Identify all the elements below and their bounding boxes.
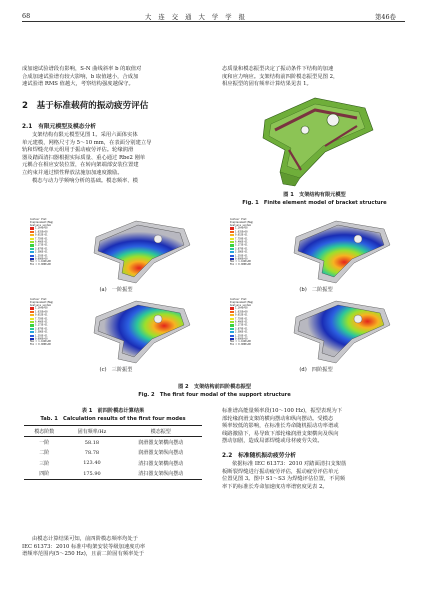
fe-model-figure (245, 90, 385, 190)
table-cell: 清扫器支架纵向摆动 (138, 471, 184, 478)
table-cell: 58.18 (84, 439, 100, 446)
right-bottom-text (222, 408, 407, 446)
legend-entry: 3.879E-01 (30, 248, 54, 251)
mode-panel (230, 217, 402, 297)
text-line: 成加速试验谱段有影响，S-N 曲线斜率 b 的取值对 (22, 66, 142, 72)
legend-swatch (230, 321, 234, 323)
legend-swatch (230, 238, 234, 240)
legend-heading: Analysis system (30, 223, 51, 227)
legend-entry: 9.052E-01 (30, 314, 54, 317)
legend-heading: Contour Plot (230, 218, 247, 221)
legend-swatch (30, 314, 34, 316)
mounting-hole (301, 126, 309, 134)
legend-entry: 5.173E-01 (230, 244, 254, 247)
legend-swatch (30, 321, 34, 323)
legend-swatch (230, 311, 234, 313)
mode-panel-label: (b) 二阶振型 (299, 287, 333, 293)
legend-swatch (30, 227, 34, 229)
text-line: 支架结构有限元模型见图 1。采用六面体实体 (32, 132, 138, 138)
legend-entry: 1.164E+00 (30, 227, 54, 230)
table-cell: 润滑器支架纵向摆动 (138, 450, 184, 457)
legend-entry: 7.759E-01 (30, 318, 54, 321)
legend-entry: 9.052E-01 (230, 234, 254, 237)
mode-panel (30, 217, 202, 297)
table-cell: 123.40 (83, 460, 101, 467)
text-line: 模态与动力学频响分析的基础。模态频率、模 (32, 177, 138, 184)
text-line: 速试验谱 RMS 值越大，考察结构强度越保守。 (22, 81, 134, 88)
legend-swatch (230, 255, 234, 257)
legend-entry: 2.586E-01 (30, 251, 54, 254)
mode-contour-plot (266, 217, 396, 287)
legend-heading: Contour Plot (230, 298, 247, 301)
left-intro-text (22, 66, 204, 89)
legend-entry: 6.466E-01 (30, 321, 54, 324)
volume-label: 第46卷 (375, 13, 396, 21)
text-line: 立约束并通过惯性释放法施加加速度激励。 (22, 169, 123, 176)
table-cell: 三阶 (39, 460, 50, 467)
legend-footer: Min = 0.000E+00 (30, 263, 51, 267)
text-line: IEC 61373：2010 标准中构架安装等级加速度功率 (22, 543, 146, 550)
section-2-2-heading: 2.2 标准随机振动疲劳分析 (222, 453, 297, 459)
legend-swatch (30, 324, 34, 326)
legend-footer: Max = 1.164E+00 (30, 260, 51, 264)
contour-legend (30, 219, 54, 267)
fig2-caption-en: Fig. 2 The first four modal of the support structure (138, 392, 291, 398)
modal-results-table (24, 425, 202, 480)
legend-entry: 0.000E+00 (30, 258, 54, 261)
mode-contour-plot (66, 297, 196, 367)
legend-entry: 0.000E+00 (230, 338, 254, 341)
text-line: 元耦合在相应安装位置，在转向架端部安装位置建 (22, 162, 139, 169)
legend-entry: 1.035E+00 (230, 231, 254, 234)
legend-swatch (230, 307, 234, 309)
legend-footer: Min = 0.000E+00 (30, 343, 51, 347)
text-line: 合成加速试验谱有较大影响，b 取值越小，合成加 (22, 73, 139, 80)
mounting-hole (354, 235, 362, 243)
header-rule (22, 21, 405, 22)
legend-swatch (230, 331, 234, 333)
legend-swatch (230, 234, 234, 236)
legend-swatch (30, 331, 34, 333)
legend-entry: 1.293E-01 (230, 335, 254, 338)
section-2-1-body (22, 132, 204, 185)
table-cell: 润滑器支架横向摆动 (138, 440, 184, 447)
text-line: 摆动加剧，造成局部焊缝或母材疲劳失效。 (222, 438, 323, 445)
legend-entry: 9.052E-01 (230, 314, 254, 317)
legend-entry: 0.000E+00 (30, 338, 54, 341)
mode-panel (230, 297, 402, 377)
legend-swatch (30, 244, 34, 246)
legend-swatch (30, 231, 34, 233)
page-number: 68 (22, 12, 31, 20)
table-cell: 清扫器支架横向摆动 (138, 460, 184, 467)
mode-panel-label: (d) 四阶振型 (299, 367, 333, 373)
legend-swatch (230, 328, 234, 330)
legend-swatch (30, 248, 34, 250)
legend-heading: Analysis system (230, 303, 251, 307)
legend-swatch (230, 231, 234, 233)
legend-entry: 7.759E-01 (30, 238, 54, 241)
legend-swatch (30, 241, 34, 243)
table-row (24, 469, 202, 480)
legend-entry: 2.586E-01 (30, 331, 54, 334)
table-header-row (24, 426, 202, 437)
legend-swatch (30, 238, 34, 240)
fig2-caption-cn: 图 2 支架结构前四阶模态振型 (178, 384, 251, 390)
table-header-cell: 模态阶数 (34, 428, 55, 435)
section-2-2-body (222, 461, 407, 491)
legend-entry: 1.293E-01 (30, 255, 54, 258)
fig1-caption-en: Fig. 1 Finite element model of bracket structure (242, 200, 387, 206)
mode-panel-label: (a) 一阶振型 (99, 287, 133, 293)
legend-entry: 1.164E+00 (230, 307, 254, 310)
table-header-cell: 模态振型 (150, 428, 171, 435)
legend-swatch (230, 251, 234, 253)
legend-heading: Analysis system (230, 223, 251, 227)
table-row (24, 437, 202, 448)
text-line: 相应振型的固有频率计算结果见表 1。 (222, 81, 312, 88)
table-row (24, 448, 202, 458)
legend-entry: 7.759E-01 (230, 318, 254, 321)
section-2-1-heading: 2.1 有限元模型及模态分析 (22, 124, 97, 130)
legend-swatch (30, 318, 34, 320)
legend-footer: Max = 1.164E+00 (230, 260, 251, 264)
text-line: 轨和焊缝壳单元组用于振动疲劳评估。轮缘润滑 (22, 147, 134, 154)
legend-swatch (230, 227, 234, 229)
legend-heading: Displacement(Mag) (30, 220, 54, 224)
text-line: 依据标准 IEC 61373：2010 对踏面清扫支架筋 (232, 461, 347, 467)
legend-footer: Max = 1.164E+00 (30, 340, 51, 344)
legend-entry: 1.035E+00 (30, 311, 54, 314)
legend-entry: 0.000E+00 (230, 258, 254, 261)
text-line: 位置见图 3。图中 S1～S3 为焊缝评估位置，不同频 (222, 476, 346, 483)
table-header-cell: 固有频率/Hz (77, 428, 107, 435)
text-line: 谱频率范围内(5～250 Hz)，且前二阶固有频率处于 (22, 551, 145, 558)
legend-heading: Contour Plot (30, 298, 47, 301)
mounting-hole (354, 315, 362, 323)
legend-heading: Contour Plot (30, 218, 47, 221)
right-intro-text (222, 66, 407, 89)
legend-swatch (230, 318, 234, 320)
text-line: 度和应力响应。支架结构前四阶模态振型见图 2， (222, 73, 339, 80)
legend-swatch (230, 244, 234, 246)
text-line: 率下的标准长寿命加速度功率谱密度见表 2。 (222, 483, 328, 490)
legend-swatch (230, 335, 234, 337)
section-2-heading: 2 基于标准载荷的振动疲劳评估 (22, 101, 149, 111)
legend-entry: 3.879E-01 (230, 328, 254, 331)
legend-swatch (230, 324, 234, 326)
legend-swatch (30, 307, 34, 309)
contour-legend (230, 219, 254, 267)
table-cell: 二阶 (39, 450, 50, 457)
legend-swatch (30, 311, 34, 313)
mounting-hole (327, 114, 339, 126)
legend-swatch (230, 241, 234, 243)
mounting-hole (154, 235, 162, 243)
text-line: 线路激励下，易导致下部轮缘润滑支架横向及纵向 (222, 430, 339, 437)
legend-entry: 3.879E-01 (230, 248, 254, 251)
journal-name: 大 连 交 通 大 学 学 报 (145, 13, 246, 21)
legend-heading: Displacement(Mag) (30, 300, 54, 304)
legend-entry: 7.759E-01 (230, 238, 254, 241)
legend-heading: Analysis system (30, 303, 51, 307)
table-cell: 四阶 (39, 471, 50, 478)
text-line: 频率较低的影响，在标准长寿命随机振动功率谱或 (222, 423, 339, 430)
legend-swatch (230, 314, 234, 316)
legend-entry: 1.035E+00 (30, 231, 54, 234)
legend-footer: Min = 0.000E+00 (230, 263, 251, 267)
legend-entry: 2.586E-01 (230, 331, 254, 334)
legend-entry: 1.035E+00 (230, 311, 254, 314)
legend-swatch (30, 328, 34, 330)
mode-contour-plot (66, 217, 196, 287)
legend-swatch (30, 335, 34, 337)
contour-legend (30, 299, 54, 347)
table-row (24, 458, 202, 468)
text-line: 器及踏面清扫器根据实际质量、重心通过 Rbe2 刚单 (22, 154, 146, 161)
text-line: 板断裂焊缝进行振动疲劳评估，振动疲劳评估单元 (222, 468, 339, 475)
table-cell: 78.78 (84, 449, 100, 456)
mode-contour-plot (266, 297, 396, 367)
table-cell: 一阶 (39, 440, 50, 447)
table1-caption-cn: 表 1 前四阶模态计算结果 (81, 408, 145, 414)
left-bottom-text (22, 536, 204, 559)
legend-entry: 6.466E-01 (230, 321, 254, 324)
mounting-hole (154, 315, 162, 323)
text-line: 标准谱高能量频率段(10～100 Hz)，振型表现为下 (222, 408, 343, 414)
legend-entry: 6.466E-01 (30, 241, 54, 244)
legend-entry: 5.173E-01 (30, 324, 54, 327)
legend-heading: Displacement(Mag) (230, 300, 254, 304)
legend-swatch (30, 234, 34, 236)
legend-entry: 9.052E-01 (30, 234, 54, 237)
fig1-caption-cn: 图 1 支架结构有限元模型 (283, 192, 346, 198)
table1-caption-en: Tab. 1 Calculation results of the first four modes (40, 416, 186, 422)
legend-entry: 1.164E+00 (30, 307, 54, 310)
legend-entry: 6.466E-01 (230, 241, 254, 244)
legend-footer: Min = 0.000E+00 (230, 343, 251, 347)
legend-swatch (230, 248, 234, 250)
legend-entry: 5.173E-01 (230, 324, 254, 327)
legend-footer: Max = 1.164E+00 (230, 340, 251, 344)
legend-entry: 1.293E-01 (230, 255, 254, 258)
legend-heading: Displacement(Mag) (230, 220, 254, 224)
legend-entry: 1.293E-01 (30, 335, 54, 338)
text-line: 由模态计算结果可知，前四阶模态频率均处于 (32, 536, 138, 542)
text-line: 部轮缘润滑支架的横向摆动和纵向摆动。受模态 (222, 415, 334, 422)
legend-swatch (30, 251, 34, 253)
legend-swatch (30, 255, 34, 257)
mode-panel (30, 297, 202, 377)
legend-entry: 1.164E+00 (230, 227, 254, 230)
mode-panel-label: (c) 三阶振型 (99, 367, 133, 373)
contour-legend (230, 299, 254, 347)
text-line: 态质量和模态振型决定了振动条件下结构的加速 (222, 66, 334, 72)
legend-entry: 5.173E-01 (30, 244, 54, 247)
table-cell: 175.90 (83, 470, 101, 477)
text-line: 单元建模，网格尺寸为 5～10 mm，在表面分别建立导 (22, 139, 152, 146)
legend-entry: 3.879E-01 (30, 328, 54, 331)
legend-entry: 2.586E-01 (230, 251, 254, 254)
